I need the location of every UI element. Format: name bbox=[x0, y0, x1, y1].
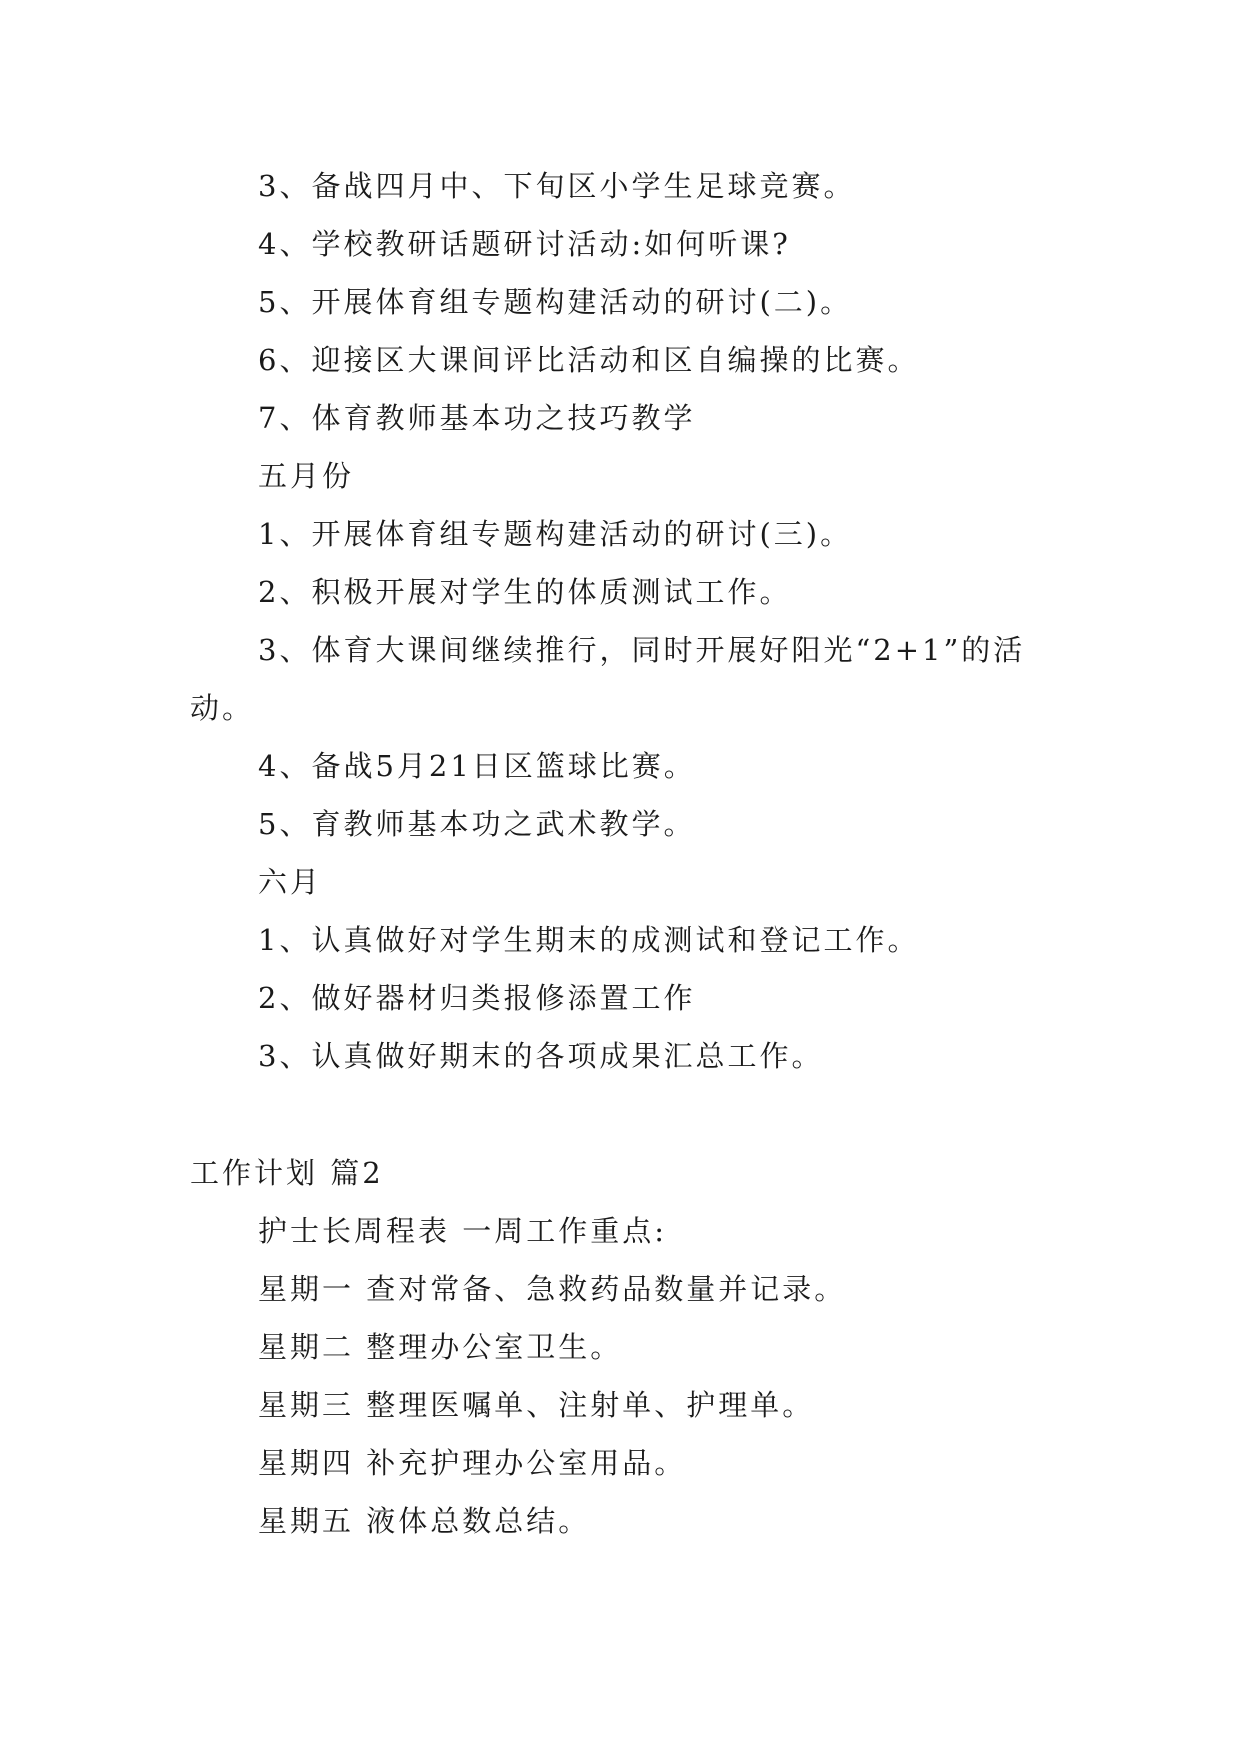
text-line: 星期四 补充护理办公室用品。 bbox=[258, 1446, 687, 1480]
text-line: 1、认真做好对学生期末的成测试和登记工作。 bbox=[258, 923, 920, 957]
section-heading: 五月份 bbox=[258, 459, 355, 493]
text-line: 2、做好器材归类报修添置工作 bbox=[258, 981, 696, 1015]
text-line: 3、体育大课间继续推行，同时开展好阳光“2+1”的活 bbox=[258, 633, 1026, 667]
text-line: 4、备战5月21日区篮球比赛。 bbox=[258, 749, 696, 783]
text-line: 3、备战四月中、下旬区小学生足球竞赛。 bbox=[258, 169, 856, 203]
text-line: 护士长周程表 一周工作重点: bbox=[258, 1214, 667, 1248]
text-line: 6、迎接区大课间评比活动和区自编操的比赛。 bbox=[258, 343, 920, 377]
section-title: 工作计划 篇2 bbox=[190, 1156, 384, 1190]
text-line: 5、开展体育组专题构建活动的研讨(二)。 bbox=[258, 285, 853, 319]
section-heading: 六月 bbox=[258, 865, 323, 899]
text-line: 1、开展体育组专题构建活动的研讨(三)。 bbox=[258, 517, 853, 551]
text-line: 星期三 整理医嘱单、注射单、护理单。 bbox=[258, 1388, 815, 1422]
text-line: 星期一 查对常备、急救药品数量并记录。 bbox=[258, 1272, 847, 1306]
text-line: 7、体育教师基本功之技巧教学 bbox=[258, 401, 696, 435]
text-line: 星期五 液体总数总结。 bbox=[258, 1504, 591, 1538]
text-line: 4、学校教研话题研讨活动:如何听课? bbox=[258, 227, 791, 261]
text-line: 3、认真做好期末的各项成果汇总工作。 bbox=[258, 1039, 824, 1073]
text-line: 星期二 整理办公室卫生。 bbox=[258, 1330, 623, 1364]
text-line: 5、育教师基本功之武术教学。 bbox=[258, 807, 696, 841]
text-line-continuation: 动。 bbox=[190, 691, 255, 725]
text-line: 2、积极开展对学生的体质测试工作。 bbox=[258, 575, 792, 609]
